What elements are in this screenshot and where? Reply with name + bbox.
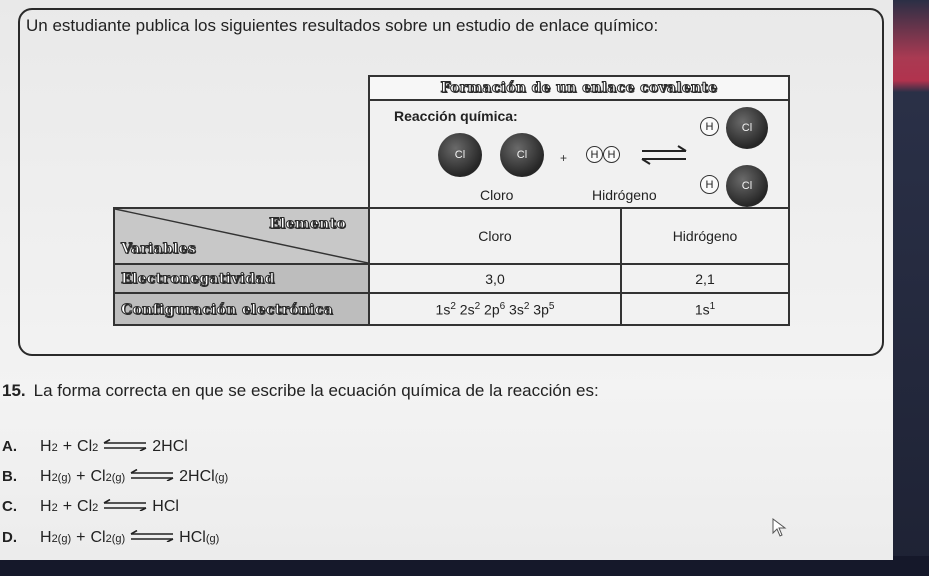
- arrow-cursor-icon: [772, 518, 788, 538]
- config-sup: 2: [523, 300, 530, 312]
- cell-cloro-config: [369, 293, 621, 325]
- chlorine-atom-1: [438, 133, 482, 177]
- hydrogen-atom-2: [603, 146, 620, 163]
- config-part: 2s: [455, 301, 475, 318]
- option-letter: C.: [2, 498, 17, 515]
- hydrogen-symbol: H: [705, 120, 714, 133]
- corner-cell: [114, 208, 369, 264]
- chlorine-atom-2: [500, 133, 544, 177]
- question-15: [2, 381, 599, 401]
- chlorine-symbol: Cl: [454, 149, 466, 161]
- hcl-hydrogen-top: [700, 117, 719, 136]
- option-a[interactable]: [2, 438, 188, 456]
- formula-sub: 2(g): [51, 472, 72, 484]
- config-part: 3p: [529, 301, 549, 318]
- formula-sub: 2: [51, 442, 58, 454]
- row-label-configuracion: [114, 293, 369, 325]
- row-label-text: Configuración electrónica: [121, 301, 334, 318]
- config-sup: 6: [499, 300, 506, 312]
- formula-part: Cl: [77, 438, 93, 455]
- equilibrium-arrow-icon: [638, 145, 690, 165]
- formula-product: 2HCl: [179, 468, 215, 485]
- formula-plus: +: [76, 468, 86, 485]
- option-b[interactable]: [2, 468, 228, 486]
- formula-sub: 2: [92, 442, 99, 454]
- corner-bottom-label: Variables: [121, 241, 197, 257]
- option-letter: A.: [2, 438, 17, 455]
- chlorine-symbol: Cl: [741, 180, 753, 192]
- config-part: 2p: [480, 301, 500, 318]
- formula-sub: (g): [214, 472, 229, 484]
- chlorine-symbol: Cl: [741, 122, 753, 134]
- question-text: La forma correcta en que se escribe la ecuación química de la reacción es:: [33, 381, 599, 400]
- hidrogeno-caption: Hidrógeno: [592, 187, 657, 203]
- equilibrium-arrow-icon: [102, 499, 148, 511]
- cell-cloro-electroneg: 3,0: [369, 264, 621, 293]
- covalent-title: Formación de un enlace covalente: [440, 80, 718, 96]
- table-header-row: [114, 208, 789, 264]
- config-sup: 2: [450, 300, 456, 312]
- element-data-table: [113, 207, 790, 326]
- formula-product: 2HCl: [152, 438, 188, 455]
- background-right-edge: [889, 0, 929, 576]
- formula-part: H: [40, 468, 52, 485]
- row-label-electronegatividad: [114, 264, 369, 293]
- hydrogen-atom-1: [586, 146, 603, 163]
- formula-product: HCl: [152, 498, 179, 515]
- intro-text: Un estudiante publica los siguientes resultados sobre un estudio de enlace químico:: [26, 16, 659, 35]
- formula-part: Cl: [77, 498, 93, 515]
- formula-part: H: [40, 529, 52, 546]
- hydrogen-symbol: H: [705, 178, 714, 191]
- formula-product: HCl: [179, 529, 206, 546]
- reaction-label: Reacción química:: [394, 108, 518, 124]
- covalent-bond-box: [368, 75, 790, 210]
- config-part: 3s: [505, 301, 524, 318]
- cell-hidrogeno-electroneg: 2,1: [621, 264, 789, 293]
- row-label-text: Electronegatividad: [121, 271, 275, 287]
- formula-sub: 2: [92, 502, 99, 514]
- config-sup: 5: [548, 300, 555, 312]
- table-row: [114, 264, 789, 293]
- hcl-chlorine-top: [726, 107, 768, 149]
- col-header-cloro: Cloro: [369, 208, 621, 264]
- cell-hidrogeno-config: [621, 293, 789, 325]
- hcl-hydrogen-bottom: [700, 175, 719, 194]
- cloro-caption: Cloro: [480, 187, 514, 203]
- config-part: 1s: [694, 301, 710, 318]
- formula-plus: +: [76, 529, 86, 546]
- formula-sub: 2(g): [51, 533, 72, 545]
- formula-part: H: [40, 498, 52, 515]
- col-header-hidrogeno: Hidrógeno: [621, 208, 789, 264]
- config-part: 1s: [435, 301, 451, 318]
- hydrogen-symbol: H: [607, 148, 616, 161]
- equilibrium-arrow-icon: [129, 469, 175, 481]
- option-c[interactable]: [2, 498, 179, 516]
- hydrogen-symbol: H: [590, 148, 599, 161]
- formula-sub: 2(g): [105, 533, 126, 545]
- covalent-header: [370, 77, 788, 101]
- config-sup: 2: [474, 300, 481, 312]
- config-sup: 1: [709, 300, 716, 312]
- corner-top-label: Elemento: [268, 216, 346, 232]
- option-d[interactable]: [2, 529, 219, 547]
- equilibrium-arrow-icon: [129, 530, 175, 542]
- hcl-chlorine-bottom: [726, 165, 768, 207]
- formula-part: Cl: [90, 529, 106, 546]
- formula-sub: 2(g): [105, 472, 126, 484]
- formula-plus: +: [62, 438, 73, 455]
- formula-sub: 2: [51, 502, 58, 514]
- equilibrium-arrow-icon: [102, 439, 148, 451]
- formula-plus: +: [62, 498, 73, 515]
- option-letter: D.: [2, 529, 17, 546]
- formula-part: Cl: [90, 468, 106, 485]
- chlorine-symbol: Cl: [516, 149, 528, 161]
- option-letter: B.: [2, 468, 17, 485]
- plus-sign: +: [560, 151, 568, 165]
- formula-part: H: [40, 438, 52, 455]
- table-row: [114, 293, 789, 325]
- formula-sub: (g): [205, 533, 220, 545]
- question-number: 15.: [2, 381, 26, 400]
